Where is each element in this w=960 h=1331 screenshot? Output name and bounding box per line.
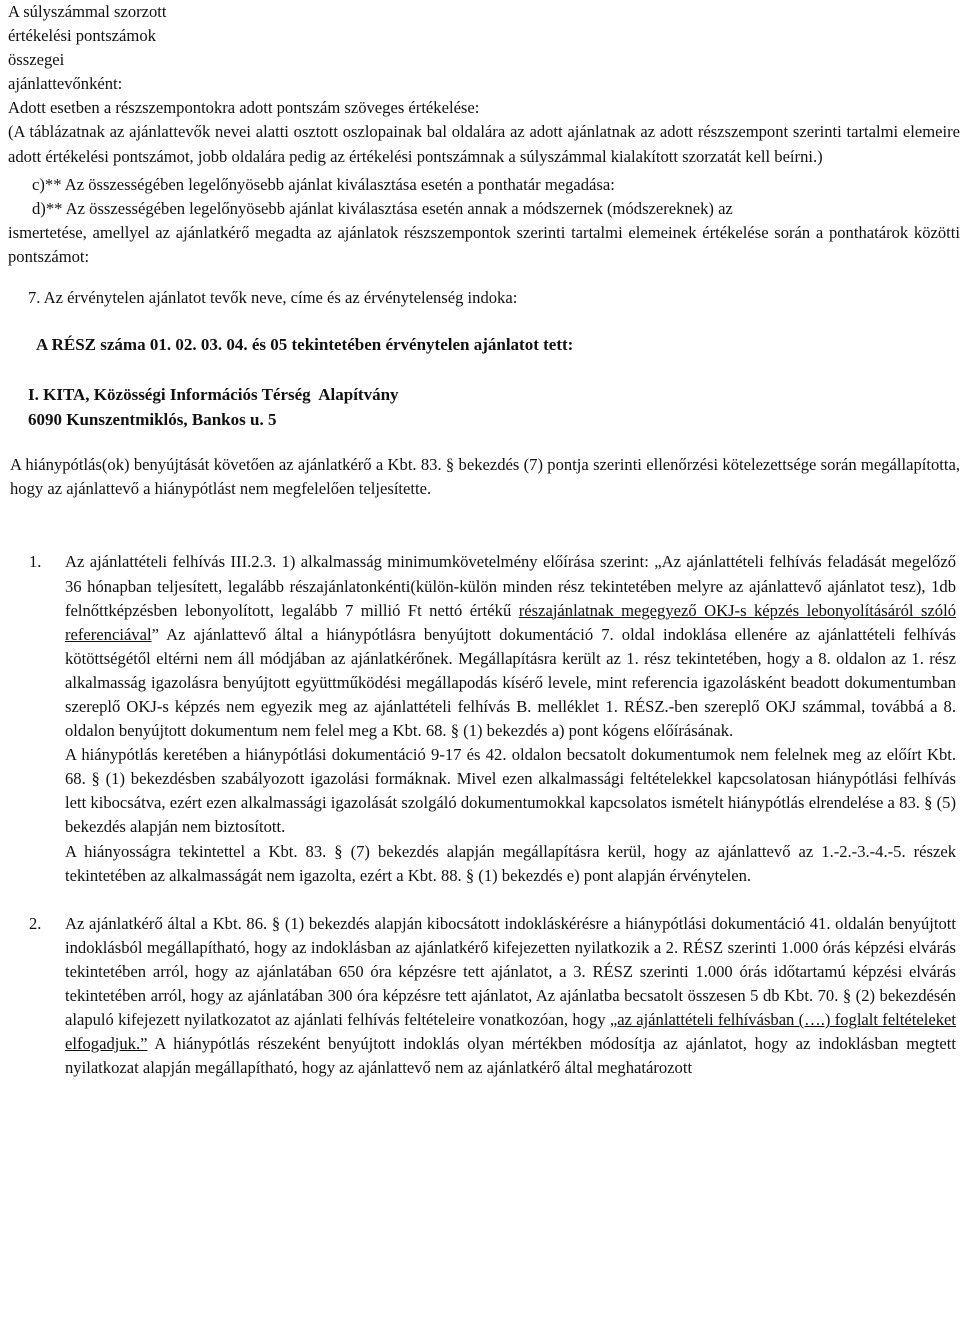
invalid-bids-title: 7. Az érvénytelen ajánlatot tevők neve, címe és az érvénytelenség indoka: <box>28 288 518 308</box>
d-line: d)** Az összességében legelőnyösebb ajánlat kiválasztása esetén annak a módszernek (módszereknek) az <box>32 198 733 218</box>
list-item-text: Az ajánlatkérő által a Kbt. 86. § (1) bekezdés alapján kibocsátott indokláskérésre a hiánypótlási dokumentáció 41. oldalán benyújtott indoklásból megállapítható, hogy az indoklásban az ajánlatkérő kifejezetten nyilatkozik a 2. RÉSZ szerinti 1.000 órás képzési elvárás tekintetében arról, hogy az ajánlatában 650 óra képzésre tett ajánlatot, a 3. RÉSZ szerinti 1.000 órás időtartamú képzési elvárás tekintetében arról, hogy az ajánlatában 300 óra képzésre tett ajánlatot, Az ajánlatba becsatolt összesen 5 db Kbt. 70. § (2) bekezdésén alapuló kifejezett nyilatkozatot az ajánlati felhívás feltételeire vonatkozóan, hogy <box>65 913 956 1030</box>
d-line-rest: ismertetése, amellyel az ajánlatkérő megadta az ajánlatok részszempontok szerinti tartalmi elemeinek értékelése során a ponthatárok közötti pontszámot: <box>8 222 960 266</box>
score-header-section <box>8 0 960 169</box>
score-header-line: ajánlattevőnként: <box>8 74 123 94</box>
underlined-quote: részajánlatnak megegyező OKJ-s képzés lebonyolításáról szóló referenciával <box>65 600 957 644</box>
list-item-number: 2. <box>29 913 42 933</box>
list-item-paragraph <box>65 550 956 743</box>
organization-address: 6090 Kunszentmiklós, Bankos u. 5 <box>28 410 277 430</box>
list-item-number: 1. <box>29 552 42 572</box>
score-header-line: összegei <box>8 50 65 70</box>
scoring-method-section <box>8 173 960 269</box>
list-item-paragraph: A hiánypótlás keretében a hiánypótlási dokumentáció 9-17 és 42. oldalon becsatolt dokumentumok nem felelnek meg az előírt Kbt. 68. § (1) bekezdésben szabályozott igazolási formáknak. Mivel ezen alkalmassági feltételekkel kapcsolatosan hiánypótlási felhívás lett kibocsátva, ezért ezen alkalmassági igazolását szolgáló dokumentumokkal kapcsolatos ismételt hiánypótlás elrendelése a 83. § (5) bekezdés alapján nem biztosított. <box>65 745 956 837</box>
score-header-line: értékelési pontszámok <box>8 26 156 46</box>
parts-title: A RÉSZ száma 01. 02. 03. 04. és 05 tekintetében érvénytelen ajánlatot tett: <box>36 335 574 355</box>
reasons-list <box>8 550 960 1080</box>
remedy-paragraph: A hiánypótlás(ok) benyújtását követően az ajánlatkérő a Kbt. 83. § bekezdés (7) pontja szerinti ellenőrzési kötelezettsége során megállapította, hogy az ajánlattevő a hiánypótlást nem megfelelően teljesítette. <box>10 455 960 499</box>
text-eval-body: (A táblázatnak az ajánlattevők nevei alatti osztott oszlopainak bal oldalára az adott ajánlatnak az adott részszempont szerinti tartalmi elemeire adott értékelési pontszámot, jobb oldalára pedig az értékelési pontszámnak a súlyszámmal kialakított szorzatát kell beírni.) <box>8 122 960 166</box>
organization-block <box>8 382 960 432</box>
list-item <box>8 912 960 1081</box>
list-item-text: Az ajánlattételi felhívás III.2.3. 1) alkalmasság minimumkövetelmény előírása szerint: „Az ajánlattételi felhívás feladását megelőző 36 hónapban teljesített, legalább részajánlatonkénti(külön-külön minden rész tekintetében melyre az ajánlattevő ajánlatot tesz), 1db felnőttképzésben lebonyolított, legalább 7 millió Ft nettó értékű <box>65 552 956 620</box>
score-header-line: A súlyszámmal szorzott <box>8 2 167 21</box>
c-line: c)** Az összességében legelőnyösebb ajánlat kiválasztása esetén a ponthatár megadása: <box>32 174 615 194</box>
text-eval-title: Adott esetben a részszempontokra adott pontszám szöveges értékelése: <box>8 98 480 118</box>
organization-name: I. KITA, Közösségi Információs Térség Alapítvány <box>28 385 399 405</box>
list-item-text: A hiánypótlás részeként benyújtott indoklás olyan mértékben módosítja az ajánlatot, hogy az indoklásban megtett nyilatkozat alapján megállapítható, hogy az ajánlattevő nem az ajánlatkérő által meghatározott <box>65 1034 956 1078</box>
list-item-paragraph <box>65 912 956 1081</box>
list-item-text: ” Az ajánlattevő által a hiánypótlásra benyújtott dokumentáció 7. oldal indoklása ellenére az ajánlattételi felhívás kötöttségétől eltérni nem áll módjában az ajánlatkérőnek. Megállapításra került az 1. rész tekintetében, hogy a 8. oldalon az 1. rész alkalmasság igazolásra benyújtott együttműködési megállapodás kísérő levele, mint referencia igazolásként beadott dokumentumban szereplő OKJ-s képzés nem egyezik meg az ajánlattételi felhívás B. melléklet 1. RÉSZ.-ben szereplő OKJ számmal, továbbá a 8. oldalon benyújtott dokumentum nem felel meg a Kbt. 68. § (1) bekezdés a) pont kógens előírásának. <box>65 624 956 741</box>
list-item <box>8 550 960 887</box>
list-item-paragraph: A hiányosságra tekintettel a Kbt. 83. § (7) bekezdés alapján megállapításra kerül, hogy az ajánlattevő az 1.-2.-3.-4.-5. részek tekintetében az alkalmasságát nem igazolta, ezért a Kbt. 88. § (1) bekezdés e) pont alapján érvénytelen. <box>65 841 956 885</box>
underlined-quote: „az ajánlattételi felhívásban (….) foglalt feltételeket elfogadjuk.” <box>65 1010 956 1054</box>
